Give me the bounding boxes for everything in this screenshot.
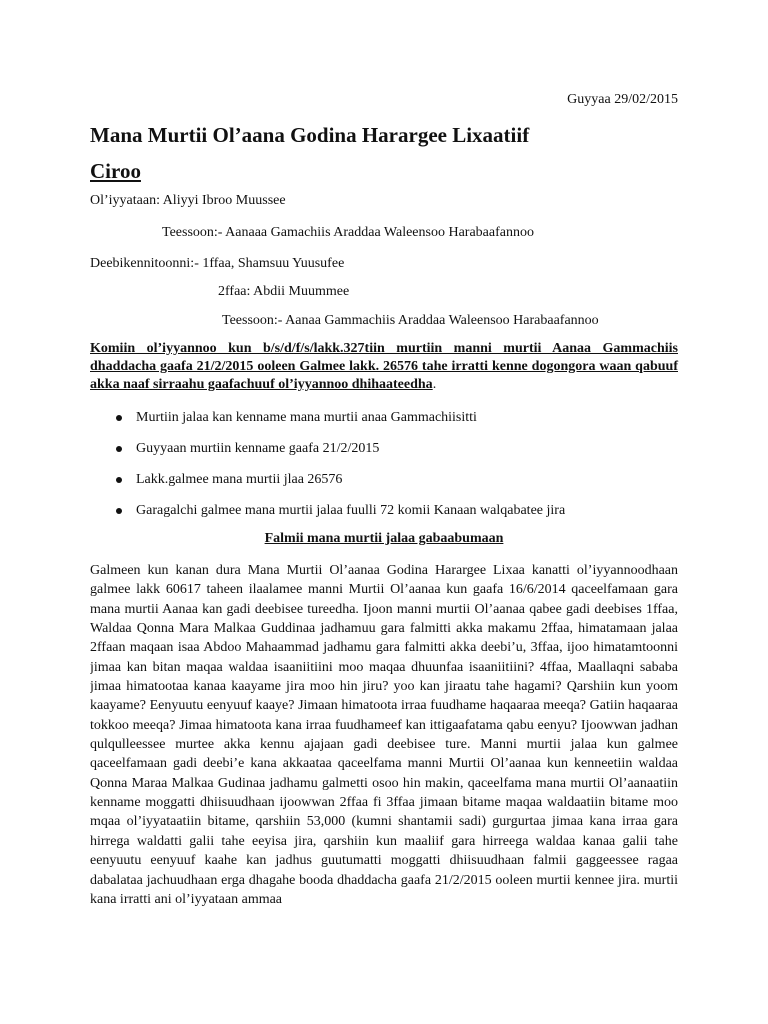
appellant-line: Ol’iyyataan: Aliyyi Ibroo Muussee [90, 193, 286, 208]
respondent-address: Teessoon:- Aanaa Gammachiis Araddaa Waleensoo Harabaafannoo [222, 313, 599, 328]
case-details-list [90, 408, 690, 532]
list-item [90, 408, 690, 439]
case-type-heading: Ciroo [90, 159, 141, 183]
document-date: Guyyaa 29/02/2015 [567, 92, 678, 107]
list-item-text: Murtiin jalaa kan kenname mana murtii anaa Gammachiisitti [136, 410, 477, 425]
bullet-icon [116, 477, 122, 483]
document-title: Mana Murtii Ol’aana Godina Harargee Lixaatiif [90, 123, 530, 147]
appeal-statement [90, 340, 678, 394]
bullet-icon [116, 415, 122, 421]
appeal-statement-tail: . [432, 377, 437, 392]
respondents-line: Deebikennitoonni:- 1ffaa, Shamsuu Yuusufee [90, 256, 345, 271]
list-item [90, 470, 690, 501]
appellant-address: Teessoon:- Aanaaa Gamachiis Araddaa Waleensoo Harabaafannoo [162, 225, 534, 240]
appeal-statement-underlined: Komiin ol’iyyannoo kun b/s/d/f/s/lakk.327tiin murtiin manni murtii Aanaa Gammachiis dhaddacha gaafa 21/2/2015 ooleen Galmee lakk. 26576 tahe irratti kenne dogongora waan qabuuf akka naaf sirraahu gaafachuuf ol’iyyannoo dhihaateedha [90, 341, 678, 392]
list-item-text: Guyyaan murtiin kenname gaafa 21/2/2015 [136, 441, 380, 456]
bullet-icon [116, 508, 122, 514]
section-heading: Falmii mana murtii jalaa gabaabumaan [264, 531, 504, 546]
respondent-2-line: 2ffaa: Abdii Muummee [218, 284, 350, 299]
list-item [90, 439, 690, 470]
list-item-text: Garagalchi galmee mana murtii jalaa fuulli 72 komii Kanaan walqabatee jira [136, 503, 566, 518]
list-item [90, 501, 690, 532]
list-item-text: Lakk.galmee mana murtii jlaa 26576 [136, 472, 343, 487]
body-paragraph: Galmeen kun kanan dura Mana Murtii Ol’aanaa Godina Harargee Lixaa kanatti ol’iyyannoodhaan galmee lakk 60617 taheen ilaalamee manni Murtii Ol’aanaa kun gaafa 16/6/2014 qaceelfamaan gara mana murtii Aanaa kan gadi deebisee tureedha. Ijoon manni murtii Ol’aanaa qabee gadi deebises 1ffaa, Waldaa Qonna Mara Malkaa Guddinaa jadhamuu gara falmitti akka makamu 2ffaa, himatamaan jalaa 2ffaan maqaan isaa Abdoo Mahaammad jadhamu gara falmitti akka deebi’u, 3ffaa, ijoo himatamtoonni jimaa kan bitan maqaa waldaa isaaniitiini moo maqaa dhuunfaa isaaniitiini? 4ffaa, Maallaqni sababa jimaa himatootaa kanaa kaayame jira moo hin jiru? yoo kan jiraatu tahe hagami? Qarshiin kun yoom kaayame? Eenyuutu eenyuuf kaaye? Jimaan himatoota irraa fuudhame haqaaraa meeqa? Gatiin haqaaraa tokkoo meeqa? Jimaa himatoota kana irraa fuudhameef kan ittigaafatama qabu eenyu? Ijoowwan jadhan qulqulleessee murtee akka kennu ajajaan gadi deebisee ture. Manni murtii jalaa kun galmee qaceelfamaan gadi deebi’e kana akkaataa qaceelfama manni Murtii Ol’aanaa kun kenneetiin waldaa Qonna Maraa Malkaa Gudinaa jadhamu galmetti osoo hin makin, qaceelfama mana murtii Ol’aanaatiin kenname moggatti dhiisuudhaan ijoowwan 2ffaa fi 3ffaa jimaan bitame maqaa waldaatiin bitame moo mqaa ol’iyyataatiin bitame, qarshiin 53,000 (kumni shantamii sadi) gurgurtaa jimaa kana irraa gara hirrega waldatti galii tahe eeyisa jira, qarshiin kun maaliif gara hirreega waldaa kanaa galii tahe eenyuutu eenyuuf kaahe kan jadhus guutumatti moggatti dhiisuudhaan falmii gaggeessee ragaa dabalataa jachuudhaan erga dhagahe booda dhaddacha gaafa 21/2/2015 ooleen murtii kennee jira. murtii kana irratti ani ol’iyyataan ammaa [90, 563, 678, 907]
bullet-icon [116, 446, 122, 452]
